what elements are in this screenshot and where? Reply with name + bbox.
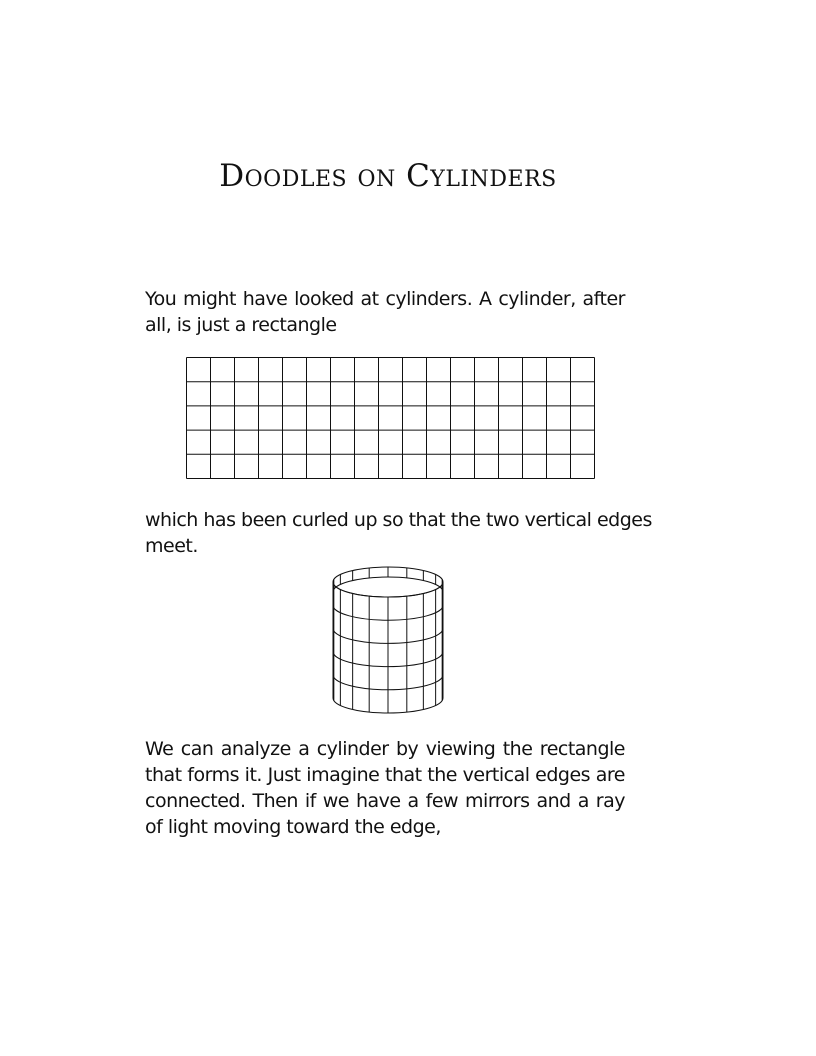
paragraph-line: which has been curled up so that the two vertical edges (145, 509, 652, 531)
cylinder-ring (333, 582, 443, 597)
paragraph-line: connected. Then if we have a few mirrors and a ray (145, 790, 625, 812)
paragraph-line: that forms it. Just imagine that the vertical edges are (145, 764, 625, 786)
cylinder-inner-ring (333, 577, 443, 592)
paragraph-line: meet. (145, 535, 198, 557)
paragraph-line: We can analyze a cylinder by viewing the rectangle (145, 738, 625, 760)
rectangle-grid-figure (186, 357, 596, 480)
paragraph-intro (145, 286, 625, 338)
paragraph-analyze (145, 736, 625, 840)
cylinder-figure (330, 566, 446, 716)
paragraph-line: all, is just a rectangle (145, 314, 337, 336)
page-title: Doodles on Cylinders (219, 158, 557, 194)
paragraph-curled (145, 507, 652, 559)
paragraph-line: You might have looked at cylinders. A cylinder, after (145, 288, 625, 310)
paragraph-line: of light moving toward the edge, (145, 816, 441, 838)
